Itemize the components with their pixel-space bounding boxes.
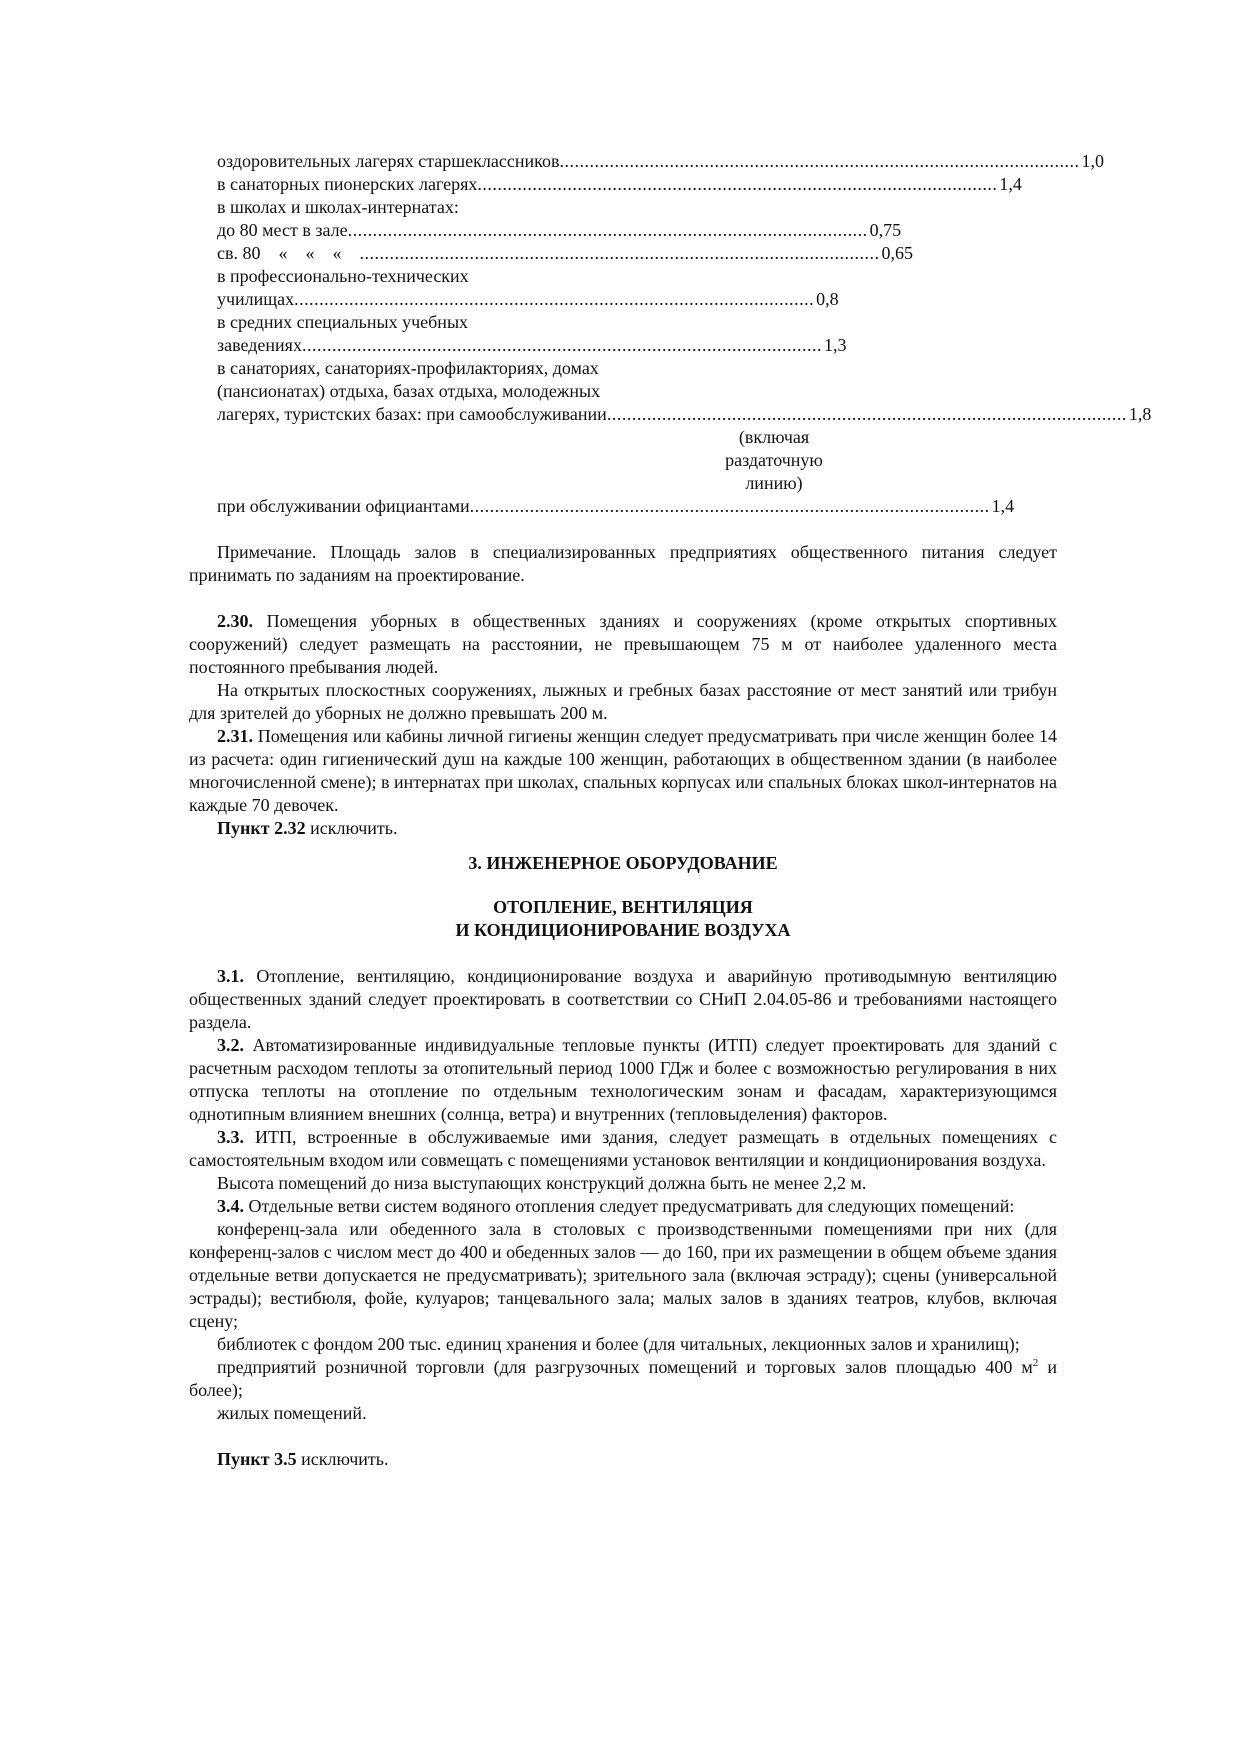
list-item: при обслуживании официантами ........................................................................................................ 1,4: [217, 496, 1015, 516]
note-paragraph: Примечание. Площадь залов в специализированных предприятиях общественного питания следует принимать по заданиям на проектирование.: [189, 542, 1057, 585]
paragraph-2-32: Пункт 2.32 исключить.: [217, 818, 398, 838]
paragraph-3-4a: конференц-зала или обеденного зала в столовых с производственными помещениями при них (для конференц-залов с числом мест до 400 и обеденных залов — до 160, при их размещении в общем объеме здания отдельные ветви допускается не предусматривать); зрительного зала (включая эстраду); сцены (универсальной эстрады); вестибюля, фойе, кулуаров; танцевального зала; малых залов в зданиях театров, клубов, включая сцену;: [189, 1219, 1057, 1331]
list-item: в средних специальных учебных: [217, 312, 469, 332]
paragraph-3-1: 3.1. Отопление, вентиляцию, кондиционирование воздуха и аварийную противодымную вентиляцию общественных зданий следует проектировать в соответствии со СНиП 2.04.05-86 и требованиями настоящего раздела.: [189, 966, 1057, 1032]
list-item: св. 80 « « « ........................................................................................................ 0,65: [217, 243, 913, 263]
list-item: лагерях, туристских базах: при самообслуживании ........................................................................................................ 1,8: [217, 404, 1152, 424]
list-item: (пансионатах) отдыха, базах отдыха, молодежных: [217, 381, 601, 401]
subsection-heading-line-2: И КОНДИЦИОНИРОВАНИЕ ВОЗДУХА: [455, 920, 791, 940]
leader-dots: ........................................................................................................: [359, 243, 880, 263]
clause-number: 3.1.: [217, 966, 244, 986]
leader-dots: ........................................................................................................: [301, 335, 822, 355]
list-item: в санаторных пионерских лагерях ........................................................................................................ 1,4: [217, 174, 1022, 194]
paragraph-3-3b: Высота помещений до низа выступающих конструкций должна быть не менее 2,2 м.: [217, 1173, 867, 1193]
paragraph-3-2: 3.2. Автоматизированные индивидуальные тепловые пункты (ИТП) следует проектировать для зданий с расчетным расходом теплоты за отопительный период 1000 ГДж и более с возможностью регулирования в них отпуска теплоты на отопление по отдельным технологическим зонам и фасадам, характеризующимся однотипным влиянием внешних (солнца, ветра) и внутренних (тепловыделения) факторов.: [189, 1035, 1057, 1124]
clause-number: Пункт 3.5: [217, 1449, 297, 1469]
paragraph-3-4c: предприятий розничной торговли (для разгрузочных помещений и торговых залов площадью 400 $м^2$ и более);: [189, 1357, 1057, 1400]
subsection-heading-line-1: ОТОПЛЕНИЕ, ВЕНТИЛЯЦИЯ: [493, 897, 753, 917]
list-item: в школах и школах-интернатах:: [217, 197, 459, 217]
list-item: до 80 мест в зале ........................................................................................................ 0,75: [217, 220, 902, 240]
paragraph-3-3: 3.3. ИТП, встроенные в обслуживаемые ими здания, следует размещать в отдельных помещениях с самостоятельным входом или совмещать с помещениями установок вентиляции и кондиционирования воздуха.: [189, 1127, 1057, 1170]
document-page: [189, 150, 1152, 1471]
clause-number: 2.31.: [217, 726, 253, 746]
list-item: оздоровительных лагерях старшеклассников ........................................................................................................ 1,0: [217, 151, 1104, 171]
paragraph-3-4: 3.4. Отдельные ветви систем водяного отопления следует предусматривать для следующих помещений:: [217, 1196, 1015, 1216]
leader-dots: ........................................................................................................: [477, 174, 998, 194]
paragraph-3-4b: библиотек с фондом 200 тыс. единиц хранения и более (для читальных, лекционных залов и хранилищ);: [217, 1334, 1020, 1354]
list-item: училищах ........................................................................................................ 0,8: [217, 289, 839, 309]
list-item: в профессионально-технических: [217, 266, 469, 286]
leader-dots: ........................................................................................................: [347, 220, 868, 240]
clause-number: Пункт 2.32: [217, 818, 306, 838]
clause-number: 3.3.: [217, 1127, 244, 1147]
paragraph-2-31: 2.31. Помещения или кабины личной гигиены женщин следует предусматривать при числе женщин более 14 из расчета: один гигиенический душ на каждые 100 женщин, работающих в общественном здании (в наиболее многочисленной смене); в интернатах при школах, спальных корпусах или спальных блоках школ-интернатов на каждые 70 девочек.: [189, 726, 1057, 815]
leader-dots: ........................................................................................................: [559, 151, 1080, 171]
leader-dots: ........................................................................................................: [469, 496, 990, 516]
clause-number: 3.2.: [217, 1035, 244, 1055]
clause-number: 3.4.: [217, 1196, 244, 1216]
list-item: заведениях ........................................................................................................ 1,3: [217, 335, 847, 355]
section-heading: 3. ИНЖЕНЕРНОЕ ОБОРУДОВАНИЕ: [468, 853, 778, 873]
leader-dots: ........................................................................................................: [294, 289, 815, 309]
paragraph-3-4d: жилых помещений.: [217, 1403, 367, 1423]
norms-list: [217, 150, 1152, 426]
paragraph-3-5: Пункт 3.5 исключить.: [217, 1449, 389, 1469]
leader-dots: ........................................................................................................: [606, 404, 1127, 424]
inclusion-note: (включая раздаточную линию): [725, 427, 823, 493]
clause-number: 2.30.: [217, 611, 253, 631]
list-item: в санаториях, санаториях-профилакториях, домах: [217, 358, 599, 378]
paragraph-2-30: 2.30. Помещения уборных в общественных зданиях и сооружениях (кроме открытых спортивных сооружений) следует размещать на расстоянии, не превышающем 75 м от наиболее удаленного места постоянного пребывания людей.: [189, 611, 1057, 677]
paragraph-2-30b: На открытых плоскостных сооружениях, лыжных и гребных базах расстояние от мест занятий или трибун для зрителей до уборных не должно превышать 200 м.: [189, 680, 1057, 723]
norms-list-last: [217, 495, 1015, 518]
